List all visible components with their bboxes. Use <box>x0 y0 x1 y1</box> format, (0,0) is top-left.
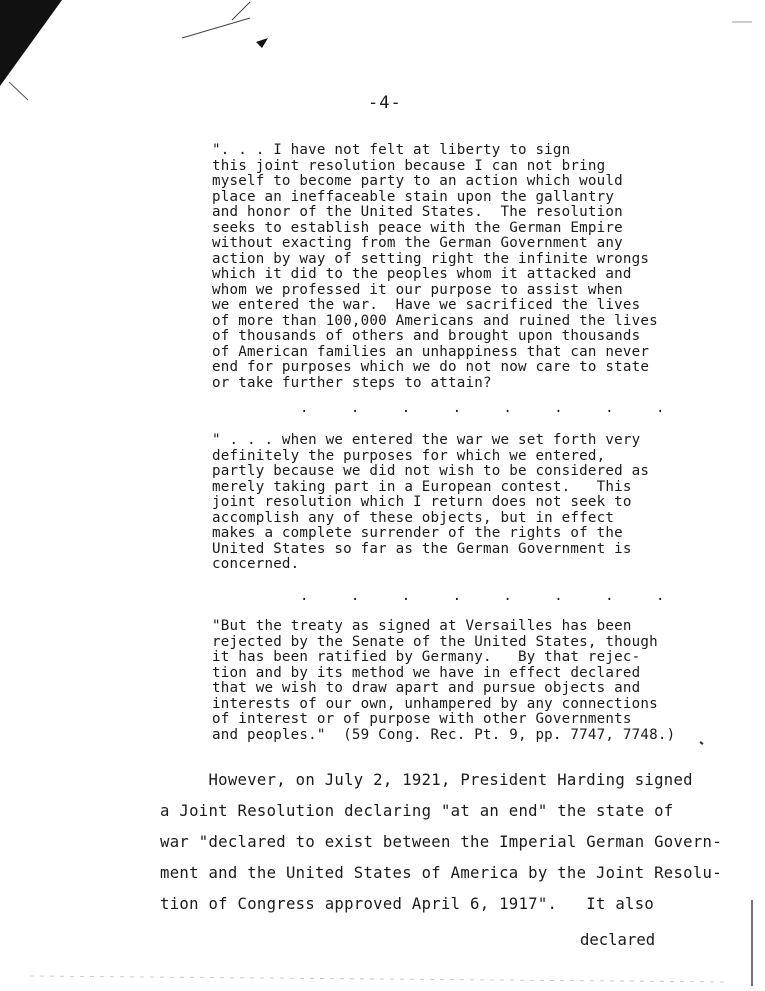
quote-line: and honor of the United States. The resolution <box>212 204 623 220</box>
quote-line: "But the treaty as signed at Versailles has been <box>212 618 632 634</box>
body-line: war "declared to exist between the Imperial German Govern- <box>160 833 722 851</box>
quote-line: of American families an unhappiness that can never <box>212 343 650 360</box>
quote-line: end for purposes which we do not now care to state <box>212 359 650 375</box>
quote-line: place an ineffaceable stain upon the gallantry <box>212 188 615 205</box>
ellipsis-separator-2: . . . . . . . . <box>300 588 682 604</box>
quote-line: accomplish any of these objects, but in effect <box>212 509 615 526</box>
quote-line: which it did to the peoples whom it attacked and <box>212 266 632 282</box>
quote-line: joint resolution which I return does not seek to <box>212 494 632 510</box>
quote-line: it has been ratified by Germany. By that rejec- <box>212 649 641 665</box>
quote-line: without exacting from the German Government any <box>212 235 623 251</box>
quote-line: whom we professed it our purpose to assist when <box>212 281 623 298</box>
quote-line: rejected by the Senate of the United States, though <box>212 633 658 650</box>
quote-line: ". . . I have not felt at liberty to sign <box>212 142 571 158</box>
quote-line: of thousands of others and brought upon thousands <box>212 328 641 344</box>
closing-word: declared <box>580 931 656 949</box>
quote-line: merely taking part in a European contest. This <box>212 478 632 495</box>
quote-line: definitely the purposes for which we entered, <box>212 447 606 464</box>
body-paragraph <box>160 765 720 920</box>
body-line: tion of Congress approved April 6, 1917". It also <box>160 895 655 913</box>
quote-line: seeks to establish peace with the German Empire <box>212 219 623 236</box>
body-line: a Joint Resolution declaring "at an end" the state of <box>160 802 674 820</box>
quote-line: we entered the war. Have we sacrificed the lives <box>212 297 641 313</box>
ellipsis-separator-1: . . . . . . . . <box>300 400 682 416</box>
quote-line: this joint resolution because I can not bring <box>212 157 606 174</box>
quote-line: myself to become party to an action which would <box>212 173 623 189</box>
quote-line: interests of our own, unhampered by any connections <box>212 695 658 712</box>
wilson-quote-paragraph-1 <box>212 143 682 391</box>
quote-line: concerned. <box>212 556 300 572</box>
quote-line: that we wish to draw apart and pursue objects and <box>212 680 641 696</box>
quote-line: " . . . when we entered the war we set forth very <box>212 432 641 448</box>
page-number: -4- <box>368 93 402 113</box>
quote-line: action by way of setting right the infinite wrongs <box>212 250 650 267</box>
body-line: ment and the United States of America by the Joint Resolu- <box>160 864 722 882</box>
wilson-quote-paragraph-2 <box>212 433 682 573</box>
wilson-quote-paragraph-3 <box>212 619 682 743</box>
quote-line: partly because we did not wish to be considered as <box>212 463 650 479</box>
quote-line: of more than 100,000 Americans and ruined the lives <box>212 312 658 329</box>
quote-line: makes a complete surrender of the rights of the <box>212 525 623 541</box>
quote-line: United States so far as the German Government is <box>212 540 632 557</box>
quote-line: or take further steps to attain? <box>212 374 492 391</box>
quote-line: of interest or of purpose with other Governments <box>212 711 632 727</box>
quote-line: tion and by its method we have in effect declared <box>212 664 641 681</box>
body-line: However, on July 2, 1921, President Harding signed <box>160 771 693 789</box>
quote-line: and peoples." (59 Cong. Rec. Pt. 9, pp. 7747, 7748.) <box>212 726 676 743</box>
